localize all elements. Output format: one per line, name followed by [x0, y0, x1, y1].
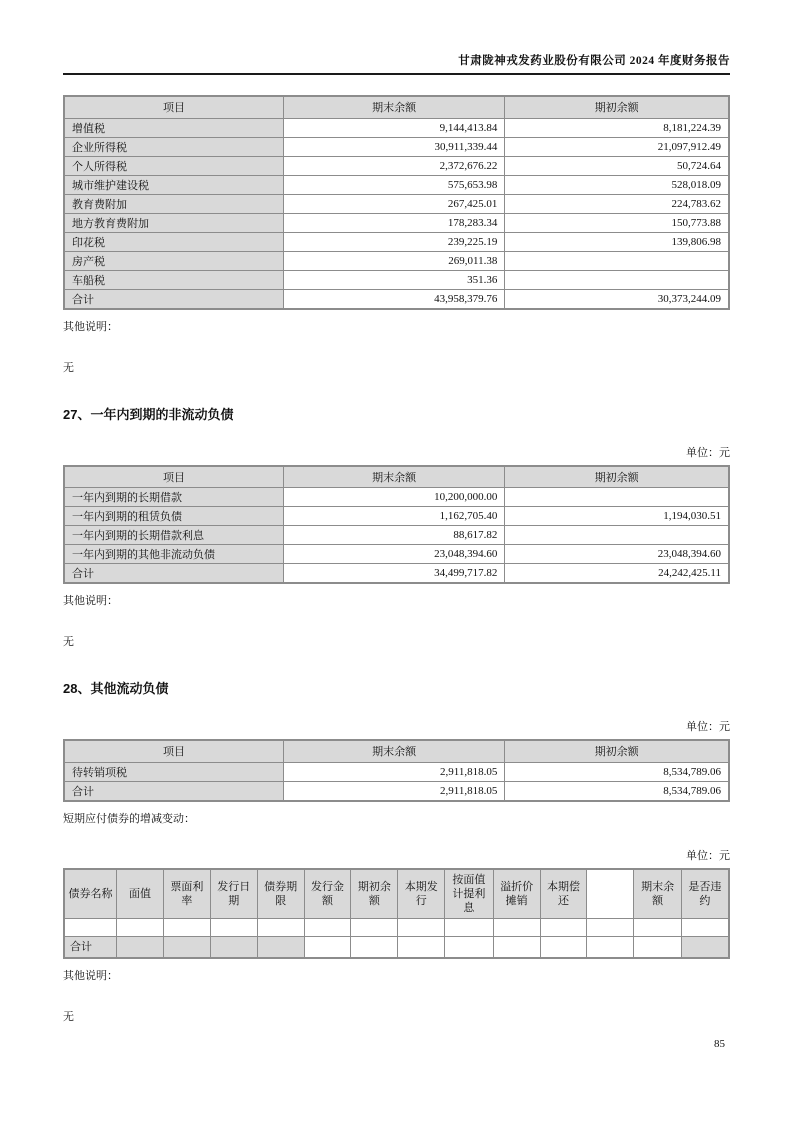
beginning-balance-total: 24,242,425.11	[505, 564, 729, 584]
beginning-balance: 139,806.98	[505, 232, 729, 251]
row-item: 印花税	[64, 232, 283, 251]
other-note-label: 其他说明：	[63, 969, 118, 982]
table-total-row	[64, 564, 729, 584]
ending-balance-total: 43,958,379.76	[283, 289, 504, 309]
empty-cell	[398, 918, 445, 936]
ending-balance: 269,011.38	[283, 251, 504, 270]
beginning-balance: 224,783.62	[505, 194, 729, 213]
empty-cell	[634, 918, 682, 936]
empty-cell	[540, 918, 587, 936]
col-header-ending-balance: 期末余额	[283, 466, 504, 488]
beginning-balance-total: 8,534,789.06	[505, 781, 729, 801]
col-header-blank	[587, 869, 634, 919]
col-header-bond-name: 债券名称	[64, 869, 117, 919]
col-header-bond-term: 债券期限	[257, 869, 304, 919]
table-row	[64, 762, 729, 781]
empty-cell	[398, 936, 445, 958]
row-item: 地方教育费附加	[64, 213, 283, 232]
table-row	[64, 213, 729, 232]
col-header-face-value: 面值	[117, 869, 164, 919]
empty-cell	[634, 936, 682, 958]
row-item: 企业所得税	[64, 137, 283, 156]
table-row	[64, 194, 729, 213]
row-item: 车船税	[64, 270, 283, 289]
ending-balance: 10,200,000.00	[283, 488, 504, 507]
table-row	[64, 545, 729, 564]
row-item: 一年内到期的租赁负债	[64, 507, 283, 526]
table-row	[64, 526, 729, 545]
col-header-item: 项目	[64, 740, 283, 762]
empty-cell	[587, 918, 634, 936]
empty-cell	[117, 918, 164, 936]
section-28-title: 28、其他流动负债	[63, 681, 169, 696]
bond-table-header-row	[64, 869, 729, 919]
total-label: 合计	[64, 936, 117, 958]
ending-balance: 23,048,394.60	[283, 545, 504, 564]
empty-cell	[587, 936, 634, 958]
empty-cell	[540, 936, 587, 958]
empty-cell	[445, 936, 494, 958]
unit-label: 单位：元	[686, 446, 730, 459]
col-header-ending-balance: 期末余额	[634, 869, 682, 919]
total-label: 合计	[64, 289, 283, 309]
empty-cell	[351, 918, 398, 936]
col-header-item: 项目	[64, 466, 283, 488]
bond-total-row	[64, 936, 729, 958]
col-header-coupon-rate: 票面利率	[163, 869, 210, 919]
col-header-beginning-balance: 期初余额	[505, 740, 729, 762]
unit-label: 单位：元	[686, 721, 730, 733]
row-item: 一年内到期的长期借款	[64, 488, 283, 507]
unit-label: 单位：元	[686, 849, 730, 862]
col-header-ending-balance: 期末余额	[283, 740, 504, 762]
page-header-title: 甘肃陇神戎发药业股份有限公司 2024 年度财务报告	[458, 55, 730, 67]
bond-change-label: 短期应付债券的增减变动：	[63, 812, 195, 825]
empty-cell	[493, 918, 540, 936]
col-header-beginning-balance: 期初余额	[351, 869, 398, 919]
bond-change-table	[63, 868, 730, 959]
col-header-current-repayment: 本期偿还	[540, 869, 587, 919]
table-row	[64, 507, 729, 526]
table-row	[64, 137, 729, 156]
total-label: 合计	[64, 564, 283, 584]
ending-balance: 2,372,676.22	[283, 156, 504, 175]
ending-balance: 239,225.19	[283, 232, 504, 251]
empty-cell	[493, 936, 540, 958]
beginning-balance	[505, 270, 729, 289]
table-row	[64, 175, 729, 194]
row-item: 一年内到期的其他非流动负债	[64, 545, 283, 564]
empty-cell	[117, 936, 164, 958]
page-number: 85	[714, 1038, 725, 1050]
row-item: 房产税	[64, 251, 283, 270]
empty-cell	[681, 936, 729, 958]
empty-cell	[210, 918, 257, 936]
table-total-row	[64, 781, 729, 801]
col-header-beginning-balance: 期初余额	[505, 96, 729, 118]
col-header-ending-balance: 期末余额	[283, 96, 504, 118]
row-item: 待转销项税	[64, 762, 283, 781]
table-row	[64, 118, 729, 137]
beginning-balance: 50,724.64	[505, 156, 729, 175]
col-header-premium-discount-amortization: 溢折价摊销	[493, 869, 540, 919]
tax-table-header-row	[64, 96, 729, 118]
beginning-balance: 21,097,912.49	[505, 137, 729, 156]
other-note-value: 无	[63, 1010, 74, 1023]
col-header-current-issue: 本期发行	[398, 869, 445, 919]
ending-balance: 267,425.01	[283, 194, 504, 213]
other-note-label: 其他说明：	[63, 595, 118, 607]
col-header-issue-date: 发行日期	[210, 869, 257, 919]
beginning-balance: 1,194,030.51	[505, 507, 729, 526]
table-row	[64, 232, 729, 251]
page-header	[63, 0, 730, 75]
row-item: 个人所得税	[64, 156, 283, 175]
table-row	[64, 488, 729, 507]
ending-balance: 351.36	[283, 270, 504, 289]
table-row	[64, 156, 729, 175]
empty-cell	[257, 918, 304, 936]
empty-cell	[304, 918, 351, 936]
empty-cell	[210, 936, 257, 958]
ending-balance-total: 34,499,717.82	[283, 564, 504, 584]
empty-cell	[64, 918, 117, 936]
row-item: 增值税	[64, 118, 283, 137]
other-note-label: 其他说明：	[63, 320, 118, 333]
table-row	[64, 251, 729, 270]
col-header-interest-at-face-value: 按面值计提利息	[445, 869, 494, 919]
beginning-balance	[505, 526, 729, 545]
empty-cell	[163, 918, 210, 936]
other-note-value: 无	[63, 361, 74, 374]
noncurrent-liabilities-table	[63, 465, 730, 585]
beginning-balance: 23,048,394.60	[505, 545, 729, 564]
ending-balance-total: 2,911,818.05	[283, 781, 504, 801]
bond-empty-row	[64, 918, 729, 936]
table-header-row	[64, 466, 729, 488]
empty-cell	[351, 936, 398, 958]
beginning-balance: 150,773.88	[505, 213, 729, 232]
beginning-balance-total: 30,373,244.09	[505, 289, 729, 309]
other-current-liabilities-table	[63, 739, 730, 802]
ending-balance: 178,283.34	[283, 213, 504, 232]
ending-balance: 2,911,818.05	[283, 762, 504, 781]
section-27-title: 27、一年内到期的非流动负债	[63, 406, 234, 422]
beginning-balance: 528,018.09	[505, 175, 729, 194]
empty-cell	[445, 918, 494, 936]
ending-balance: 575,653.98	[283, 175, 504, 194]
total-label: 合计	[64, 781, 283, 801]
table-row	[64, 270, 729, 289]
col-header-beginning-balance: 期初余额	[505, 466, 729, 488]
beginning-balance	[505, 488, 729, 507]
ending-balance: 1,162,705.40	[283, 507, 504, 526]
ending-balance: 30,911,339.44	[283, 137, 504, 156]
table-total-row	[64, 289, 729, 309]
ending-balance: 88,617.82	[283, 526, 504, 545]
empty-cell	[304, 936, 351, 958]
empty-cell	[681, 918, 729, 936]
beginning-balance: 8,534,789.06	[505, 762, 729, 781]
table-header-row	[64, 740, 729, 762]
row-item: 教育费附加	[64, 194, 283, 213]
empty-cell	[163, 936, 210, 958]
col-header-default-status: 是否违约	[681, 869, 729, 919]
tax-table	[63, 95, 730, 310]
ending-balance: 9,144,413.84	[283, 118, 504, 137]
beginning-balance: 8,181,224.39	[505, 118, 729, 137]
beginning-balance	[505, 251, 729, 270]
row-item: 一年内到期的长期借款利息	[64, 526, 283, 545]
row-item: 城市维护建设税	[64, 175, 283, 194]
col-header-item: 项目	[64, 96, 283, 118]
col-header-issue-amount: 发行金额	[304, 869, 351, 919]
other-note-value: 无	[63, 636, 74, 648]
empty-cell	[257, 936, 304, 958]
